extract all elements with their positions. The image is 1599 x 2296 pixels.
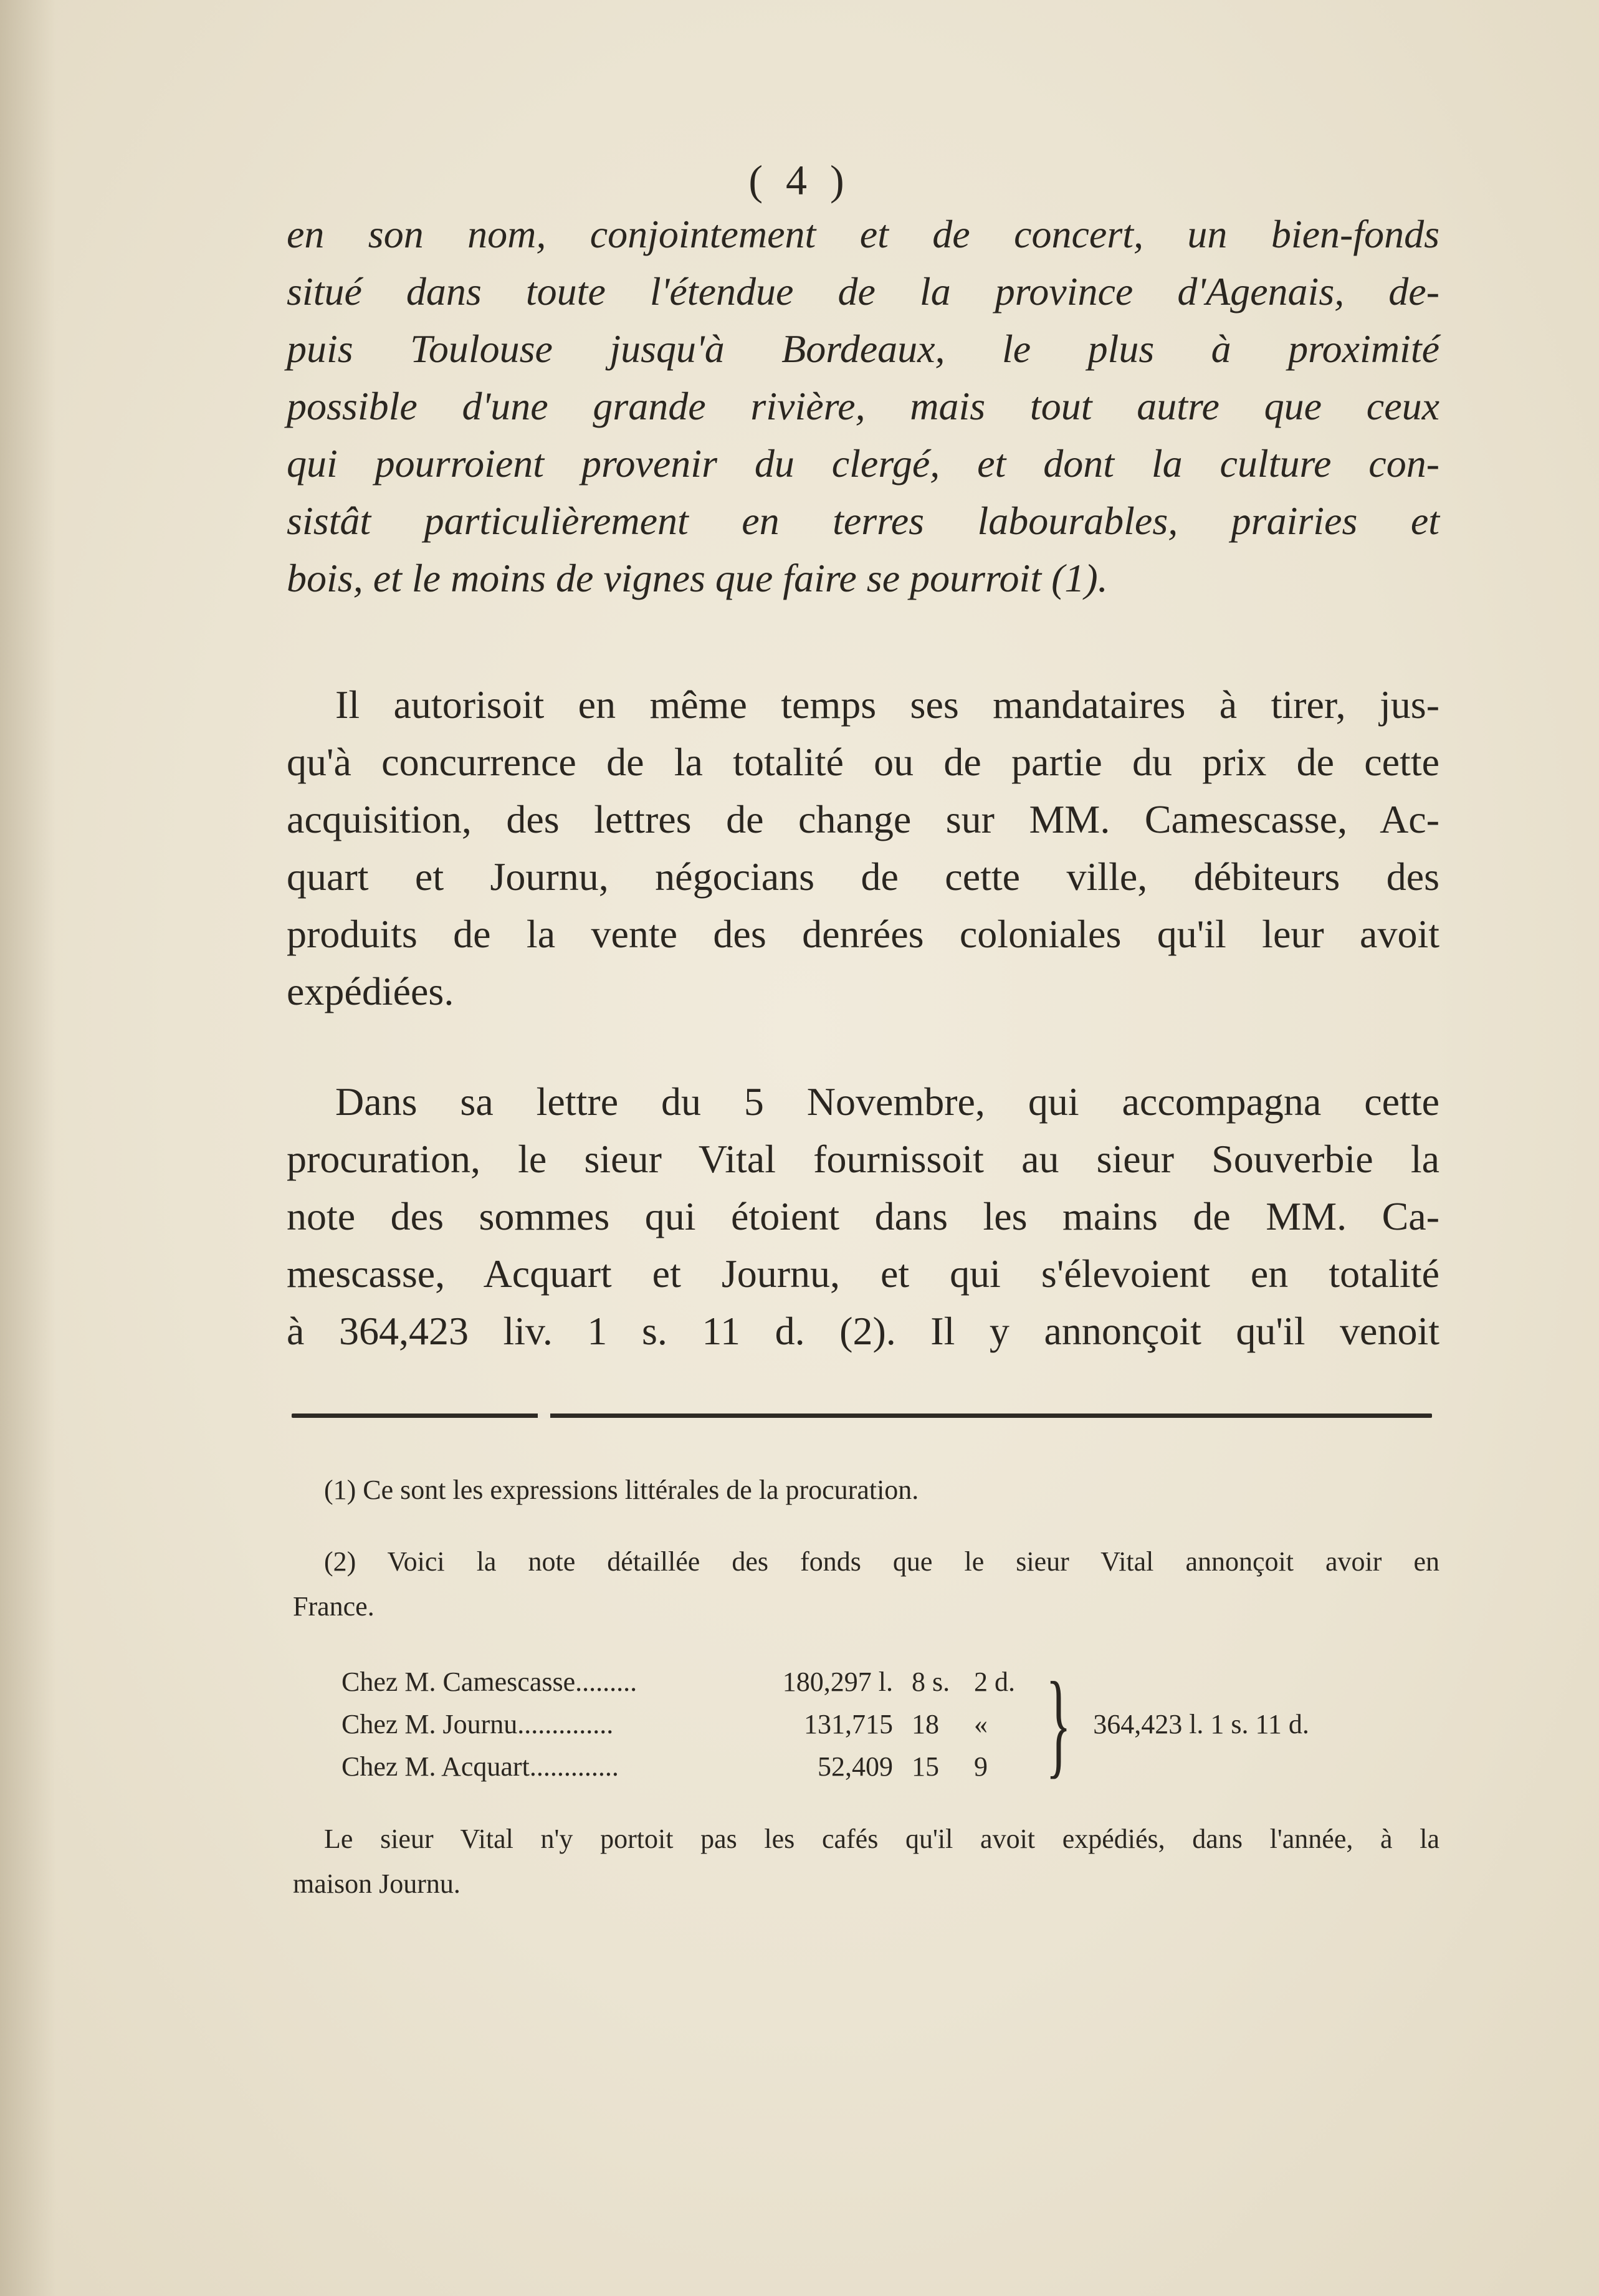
text-line: bois, et le moins de vignes que faire se pourroit (1). bbox=[287, 556, 1108, 600]
table-row bbox=[341, 1660, 1417, 1703]
holder-name: Chez M. Journu.............. bbox=[341, 1708, 614, 1739]
amount-livres: 131,715 bbox=[804, 1708, 893, 1739]
funds-total: 364,423 l. 1 s. 11 d. bbox=[1093, 1708, 1309, 1739]
text-line: qu'à concurrence de la totalité ou de partie du prix de cette bbox=[287, 740, 1439, 784]
amount-deniers: « bbox=[974, 1708, 988, 1739]
amount-livres: 180,297 l. bbox=[782, 1666, 893, 1697]
amount-sous: 15 bbox=[912, 1751, 939, 1782]
amount-deniers: 2 d. bbox=[974, 1666, 1015, 1697]
text-line: puis Toulouse jusqu'à Bordeaux, le plus à proximité bbox=[287, 327, 1439, 371]
footnote-text: (1) Ce sont les expressions littérales de la procuration. bbox=[324, 1475, 919, 1505]
footnote-divider bbox=[292, 1413, 1432, 1418]
text-line: Dans sa lettre du 5 Novembre, qui accompagna cette bbox=[335, 1079, 1439, 1124]
funds-table bbox=[341, 1660, 1417, 1787]
text-line: note des sommes qui étoient dans les mains de MM. Ca- bbox=[287, 1194, 1439, 1238]
text-line: sistât particulièrement en terres labourables, prairies et bbox=[287, 499, 1439, 543]
text-line: produits de la vente des denrées coloniales qu'il leur avoit bbox=[287, 912, 1439, 956]
text-line: Il autorisoit en même temps ses mandataires à tirer, jus- bbox=[335, 682, 1439, 727]
footnote-text: Le sieur Vital n'y portoit pas les cafés qu'il avoit expédiés, dans l'année, à la bbox=[324, 1824, 1439, 1854]
paragraph-letter-november bbox=[287, 1073, 1439, 1360]
text-line: mescasse, Acquart et Journu, et qui s'élevoient en totalité bbox=[287, 1251, 1439, 1296]
text-line: expédiées. bbox=[287, 969, 454, 1013]
footnote-1 bbox=[324, 1468, 1471, 1513]
amount-livres: 52,409 bbox=[818, 1751, 893, 1782]
amount-deniers: 9 bbox=[974, 1751, 988, 1782]
text-line: procuration, le sieur Vital fournissoit au sieur Souverbie la bbox=[287, 1137, 1439, 1181]
paragraph-bills-of-exchange bbox=[287, 676, 1439, 1020]
holder-name: Chez M. Acquart............. bbox=[341, 1751, 619, 1782]
page-number: ( 4 ) bbox=[748, 156, 851, 204]
footnote-2 bbox=[293, 1539, 1439, 1629]
text-line: à 364,423 liv. 1 s. 11 d. (2). Il y annonçoit qu'il venoit bbox=[287, 1309, 1439, 1353]
text-line: en son nom, conjointement et de concert, un bien-fonds bbox=[287, 212, 1439, 256]
text-line: qui pourroient provenir du clergé, et dont la culture con- bbox=[287, 441, 1439, 486]
text-line: possible d'une grande rivière, mais tout autre que ceux bbox=[287, 384, 1439, 428]
amount-sous: 8 s. bbox=[912, 1666, 950, 1697]
curly-brace: } bbox=[1046, 1658, 1072, 1789]
text-line: quart et Journu, négocians de cette ville, débiteurs des bbox=[287, 854, 1439, 899]
footnote-3 bbox=[293, 1817, 1439, 1906]
footnote-text: maison Journu. bbox=[293, 1868, 461, 1899]
page-shadow bbox=[0, 0, 56, 2296]
amount-sous: 18 bbox=[912, 1708, 939, 1739]
paragraph-procuration-terms bbox=[287, 206, 1439, 607]
text-line: acquisition, des lettres de change sur MM. Camescasse, Ac- bbox=[287, 797, 1439, 841]
text-line: situé dans toute l'étendue de la province d'Agenais, de- bbox=[287, 269, 1439, 313]
holder-name: Chez M. Camescasse......... bbox=[341, 1666, 637, 1697]
brace-cell bbox=[1030, 1660, 1087, 1787]
footnote-text: (2) Voici la note détaillée des fonds que le sieur Vital annonçoit avoir en bbox=[324, 1546, 1439, 1577]
footnote-text: France. bbox=[293, 1591, 375, 1622]
